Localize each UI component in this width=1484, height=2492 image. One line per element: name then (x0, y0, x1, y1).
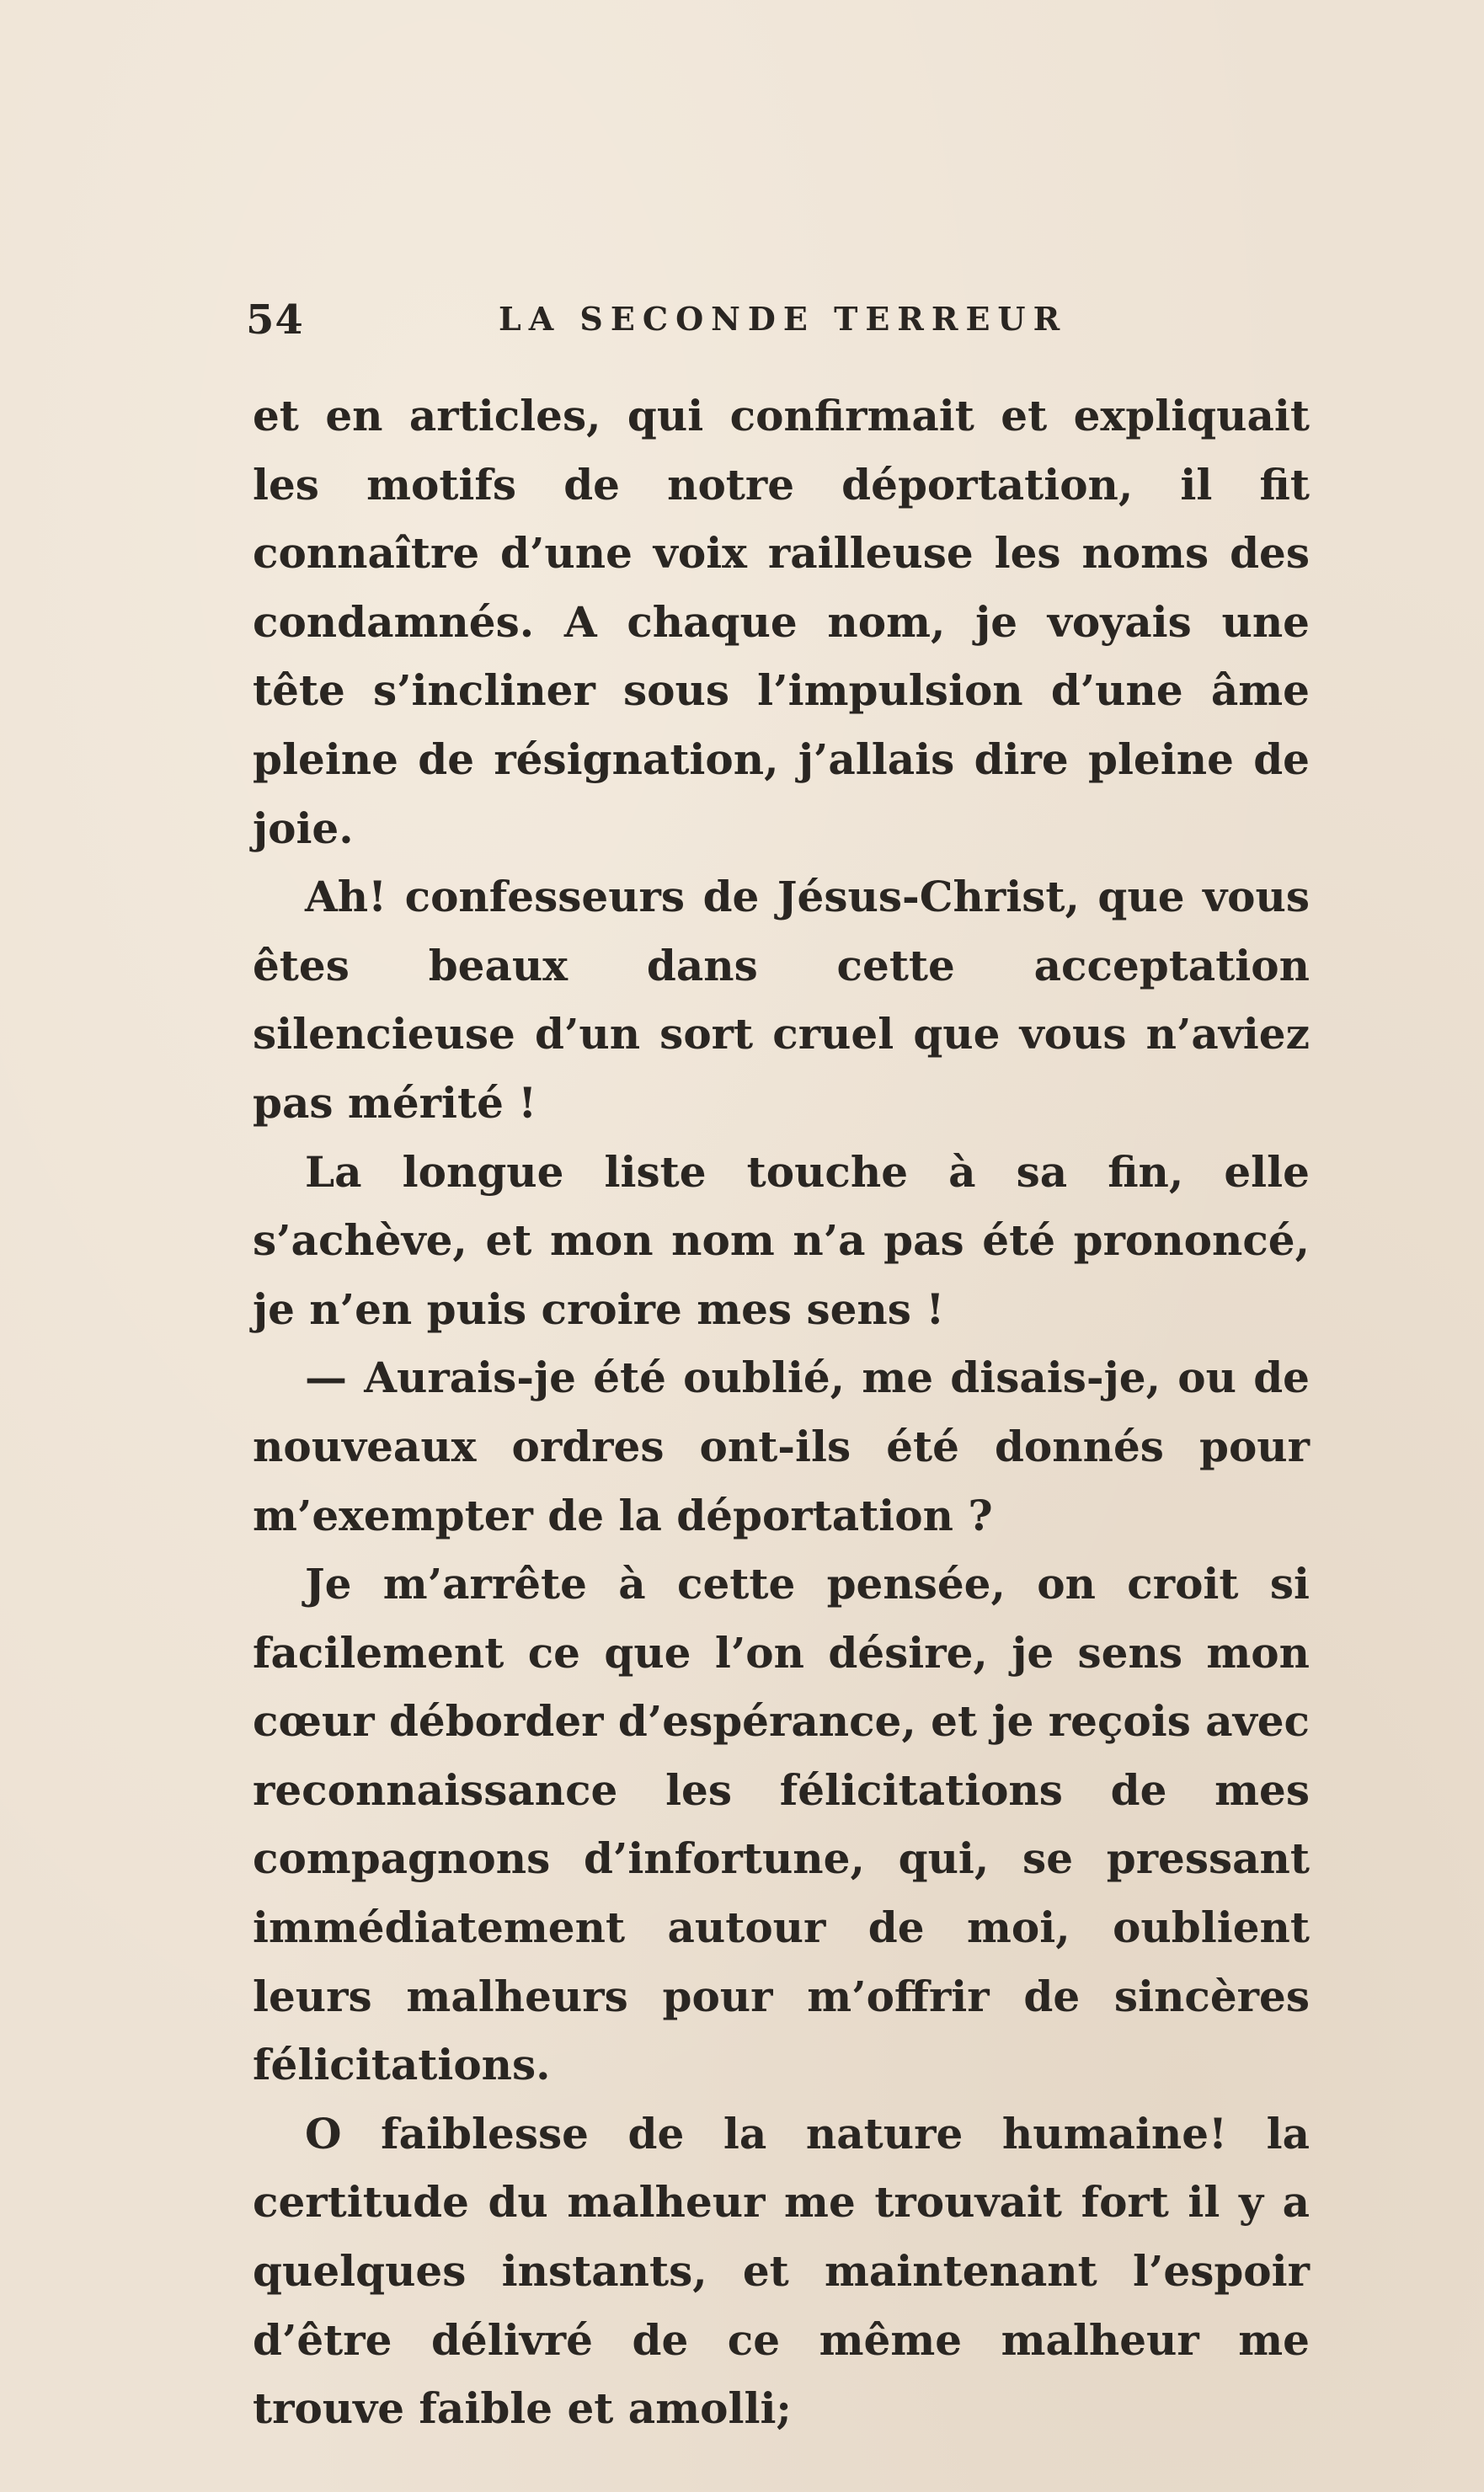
running-title: LA SECONDE TERREUR (499, 300, 1068, 338)
paragraph: Je m’arrête à cette pensée, on croit si facilement ce que l’on désire, je sens mon cœur déborder d’espérance, et je reçois avec reconnaissance les félicitations de mes compagnons d’infortune, qui, se pressant immédiatement autour de moi, oublient leurs malheurs pour m’offrir de sincères félicitations. (253, 1559, 1310, 2090)
page-header (246, 296, 1316, 355)
paragraph: La longue liste touche à sa fin, elle s’achève, et mon nom n’a pas été prononcé, je n’en puis croire mes sens ! (253, 1146, 1310, 1334)
paragraph: O faiblesse de la nature humaine! la certitude du malheur me trouvait fort il y a quelques instants, et maintenant l’espoir d’être délivré de ce même malheur me trouve faible et amolli; (253, 2108, 1310, 2434)
paragraph: — Aurais-je été oublié, me disais-je, ou de nouveaux ordres ont-ils été donnés pour m’exempter de la déportation ? (253, 1353, 1310, 1540)
page-number: 54 (246, 296, 304, 344)
page-body (253, 382, 1310, 2443)
paragraph: Ah! confesseurs de Jésus-Christ, que vous êtes beaux dans cette acceptation silencieuse d’un sort cruel que vous n’aviez pas mérité ! (253, 872, 1310, 1128)
paragraph: et en articles, qui confirmait et expliquait les motifs de notre déportation, il fit connaître d’une voix railleuse les noms des condamnés. A chaque nom, je voyais une tête s’incliner sous l’impulsion d’une âme pleine de résignation, j’allais dire pleine de joie. (253, 391, 1310, 853)
